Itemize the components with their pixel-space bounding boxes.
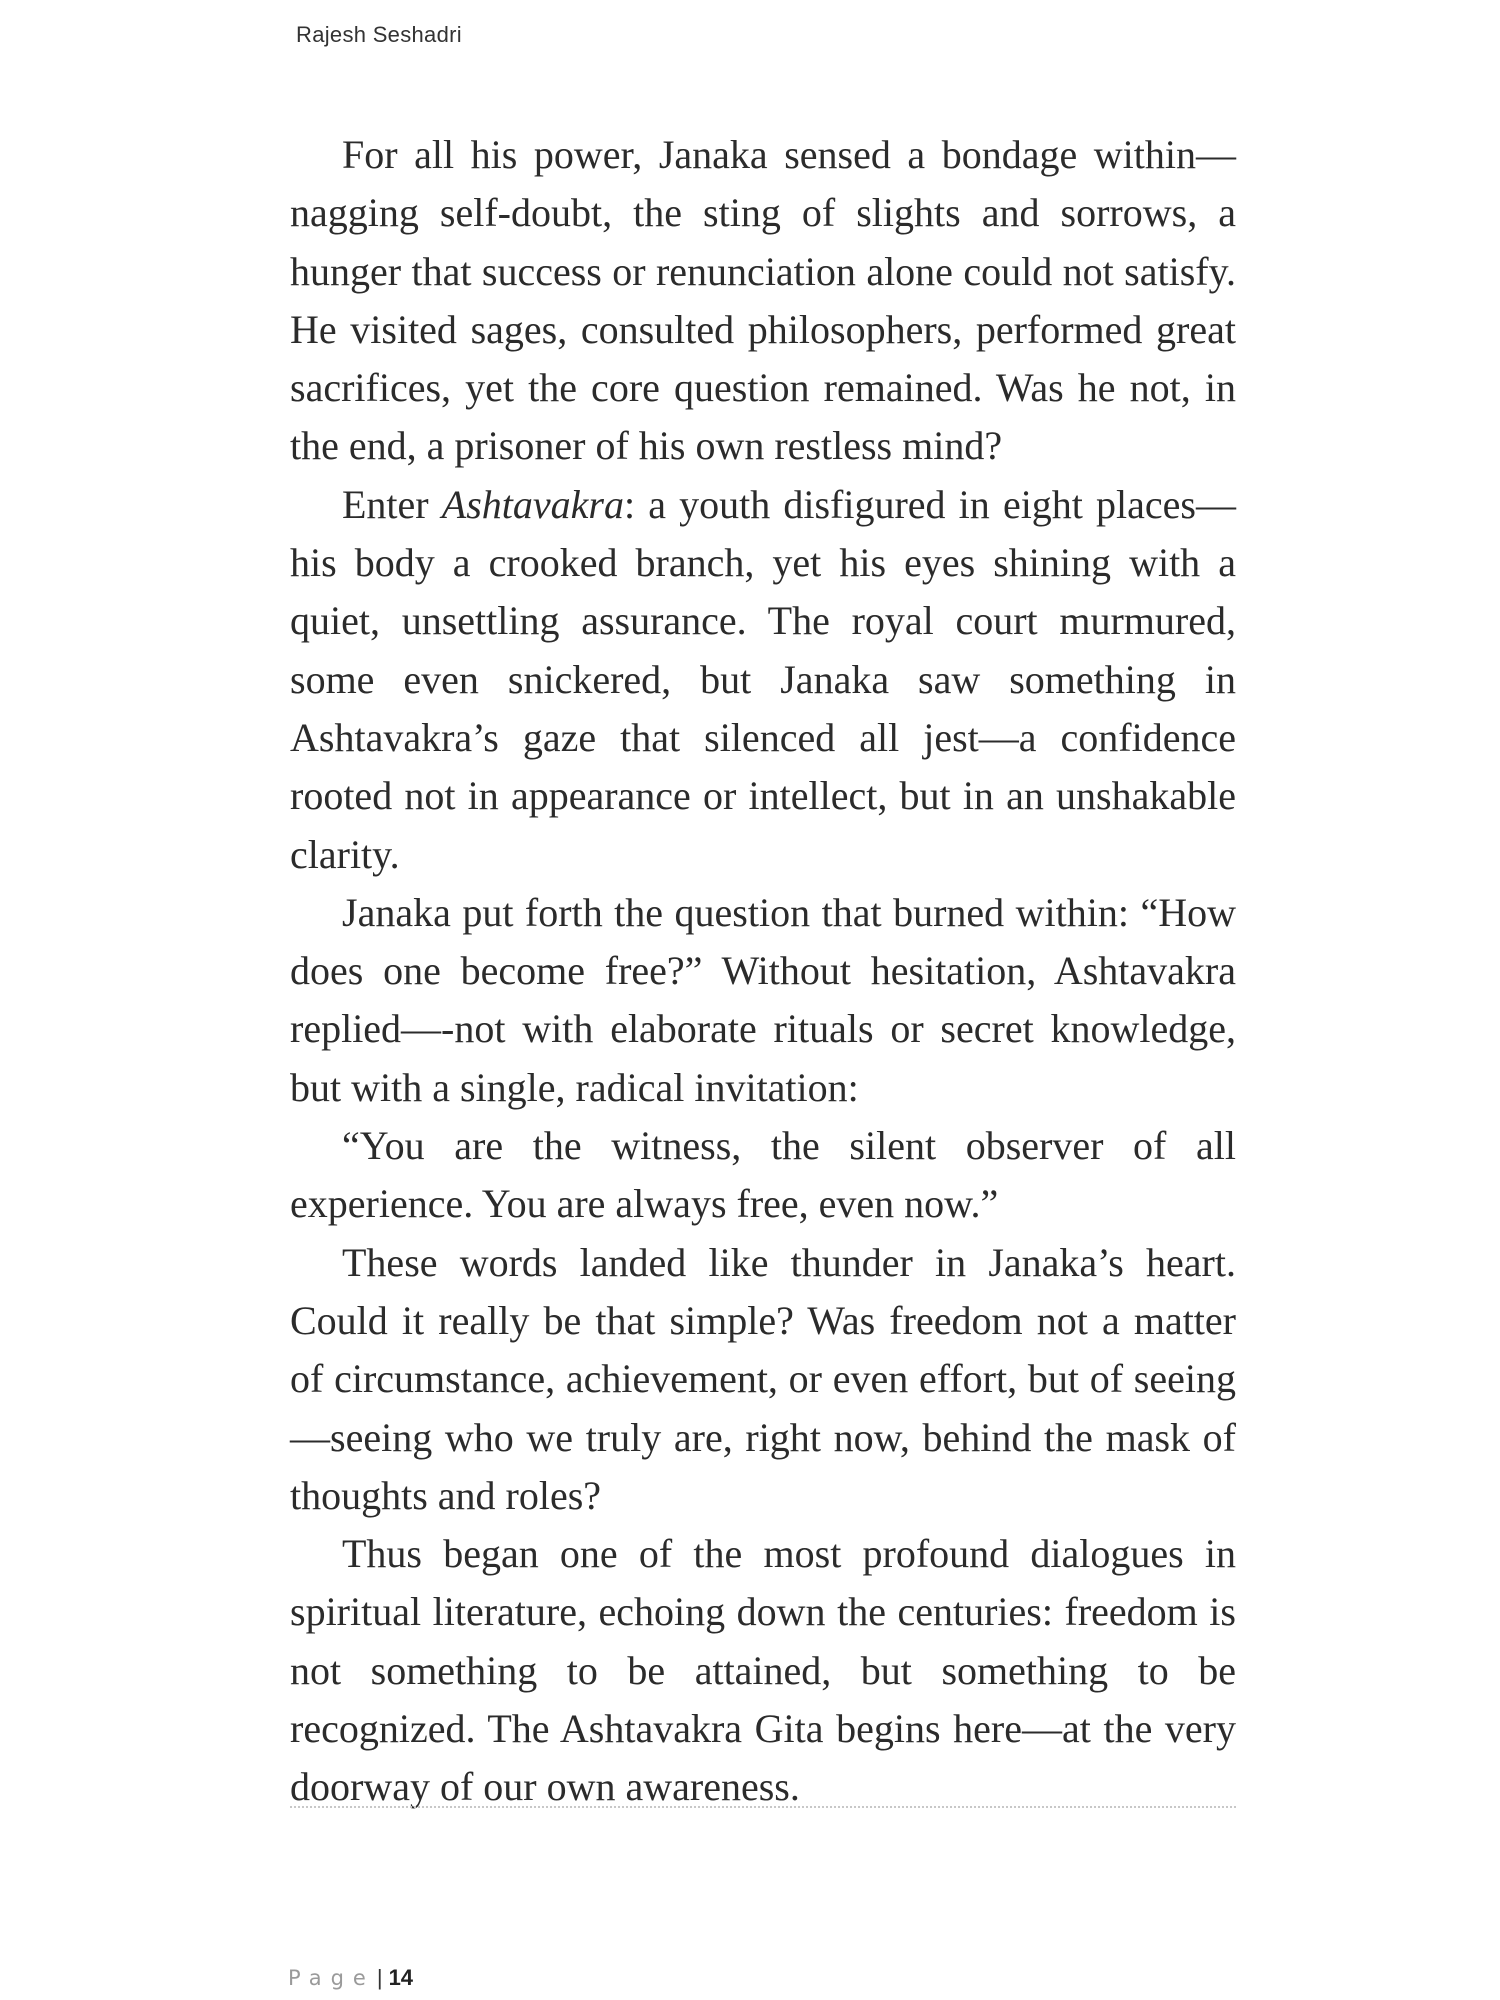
footer-divider bbox=[290, 1806, 1236, 1808]
paragraph-2 bbox=[290, 476, 1236, 884]
paragraph-2-lead: Enter bbox=[342, 481, 442, 527]
body-text bbox=[290, 126, 1236, 1817]
paragraph-1: For all his power, Janaka sensed a bondage within—nagging self-doubt, the sting of slights and sorrows, a hunger that success or renunciation alone could not satisfy. He visited sages, consulted philosophers, performed great sacrifices, yet the core question remained. Was he not, in the end, a prisoner of his own restless mind? bbox=[290, 132, 1236, 469]
paragraph-2-body: : a youth disfigured in eight places—his body a crooked branch, yet his eyes shining with a quiet, unsettling assurance. The royal court murmured, some even snickered, but Janaka saw something in Ashtavakra’s gaze that silenced all jest—a confidence rooted not in appearance or intellect, but in an unshakable clarity. bbox=[290, 481, 1236, 877]
paragraph-3: Janaka put forth the question that burned within: “How does one become free?” Without hesitation, Ashtavakra replied—-not with elaborate rituals or secret knowledge, but with a single, radical invitation: bbox=[290, 889, 1236, 1110]
page-separator: | bbox=[376, 1965, 383, 1990]
running-header-author: Rajesh Seshadri bbox=[296, 22, 462, 47]
paragraph-4-quote: “You are the witness, the silent observer of all experience. You are always free, even now.” bbox=[290, 1123, 1236, 1227]
page-footer bbox=[288, 1965, 413, 1991]
page-number: 14 bbox=[388, 1965, 414, 1990]
page-label: Page bbox=[288, 1966, 375, 1990]
paragraph-6: Thus began one of the most profound dialogues in spiritual literature, echoing down the centuries: freedom is not something to be attained, but something to be recognized. The Ashtavakra Gita begins here—at the very doorway of our own awareness. bbox=[290, 1531, 1236, 1810]
paragraph-5: These words landed like thunder in Janaka’s heart. Could it really be that simple? Was freedom not a matter of circumstance, achievement, or even effort, but of seeing—seeing who we truly are, right now, behind the mask of thoughts and roles? bbox=[290, 1239, 1236, 1518]
ashtavakra-italic: Ashtavakra bbox=[441, 481, 624, 527]
